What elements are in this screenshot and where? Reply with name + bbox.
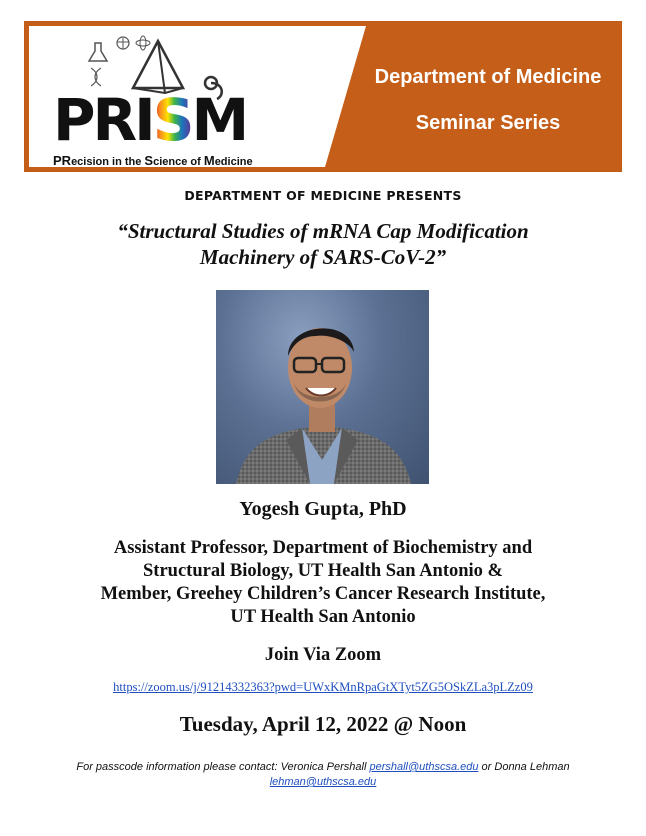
- atom-icon: [136, 36, 150, 50]
- vitruvian-man-icon: [117, 37, 129, 49]
- contact-line-1: [0, 760, 646, 775]
- talk-title-line-1: “Structural Studies of mRNA Cap Modification: [117, 219, 529, 243]
- contact-prefix: For passcode information please contact: Veronica Pershall: [76, 761, 370, 773]
- logo-m: M: [191, 86, 247, 154]
- banner-subtitle: Seminar Series: [415, 112, 561, 134]
- tagline-pr: PR: [53, 153, 72, 168]
- contact-middle: or Donna Lehman: [478, 761, 570, 773]
- affiliation-line: Member, Greehey Children’s Cancer Research Institute,: [100, 584, 546, 604]
- tagline-m: M: [203, 153, 215, 168]
- speaker-photo: [216, 290, 429, 484]
- contact-info: [0, 760, 646, 790]
- tagline-part: cience of: [153, 156, 204, 168]
- speaker-affiliation: [0, 537, 646, 629]
- prism-logo-word: [53, 86, 247, 154]
- zoom-link[interactable]: https://zoom.us/j/91214332363?pwd=UWxKMnRpaGtXTyt5ZG5OSkZLa3pLZz09: [113, 680, 533, 694]
- tagline-part: edicine: [214, 156, 253, 168]
- logo-tagline: [53, 153, 253, 168]
- dna-icon: [91, 68, 101, 86]
- tagline-part: ecision in the: [71, 156, 145, 168]
- logo-panel: [29, 26, 366, 167]
- affiliation-line: Assistant Professor, Department of Biochemistry and: [113, 538, 533, 558]
- affiliation-line: Structural Biology, UT Health San Antonio &: [143, 561, 503, 581]
- speaker-name: Yogesh Gupta, PhD: [239, 498, 407, 520]
- talk-title-line-2: Machinery of SARS-CoV-2”: [199, 245, 447, 269]
- speaker-portrait: [216, 290, 429, 484]
- contact-line-2: [0, 775, 646, 790]
- banner-title: Department of Medicine: [374, 66, 602, 88]
- affiliation-line: UT Health San Antonio: [230, 607, 416, 627]
- email-link-pershall[interactable]: pershall@uthscsa.edu: [369, 761, 479, 773]
- logo-pri: PRI: [53, 86, 153, 154]
- logo-s-spectrum: S: [152, 86, 192, 154]
- event-datetime: Tuesday, April 12, 2022 @ Noon: [179, 712, 467, 736]
- presents-heading: DEPARTMENT OF MEDICINE PRESENTS: [184, 188, 462, 203]
- join-label: Join Via Zoom: [264, 645, 382, 665]
- zoom-link-row: [0, 680, 646, 695]
- tagline-s: S: [144, 153, 154, 168]
- talk-title: [0, 218, 646, 270]
- prism-logo: [43, 33, 291, 171]
- header-banner: [24, 21, 622, 172]
- flask-icon: [89, 43, 107, 61]
- email-link-lehman[interactable]: lehman@uthscsa.edu: [269, 776, 377, 788]
